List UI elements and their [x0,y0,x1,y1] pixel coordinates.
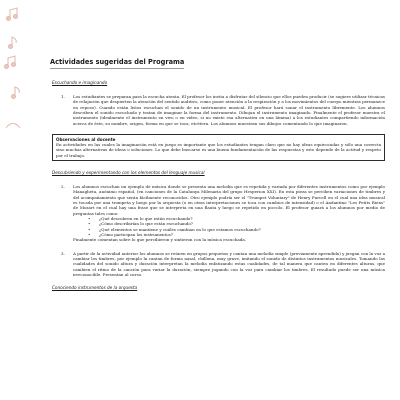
guiding-question: • ¿Qué descubren en lo que están escuchando? [99,216,385,221]
music-notes-decoration [0,0,30,400]
section-heading-descubriendo: Descubriendo y experimentando con los elementos del lenguaje musical [52,169,205,175]
document-page [40,49,385,299]
activity-text: Los alumnos escuchan un ejemplo de música donde se presenta una melodía que es repetida y variada por diferentes instrumentos como por ejemplo Managheta, anónimo español, (en canciones de la Catalunya Milenaria del grupo Hesperion XXI). En esta pieza se perciben variaciones de timbres y del acompañamiento que serán fácilmente reconocidos. Otro ejemplo podría ser el "Trumpet Voluntary" de Henry Purcell en el cual una idea musical es tocada por una trompeta y luego por la orquesta (o en otras interpretaciones se toca con cambios de intensidad) o el Andantino "Les Petits Riens" de Mozart en el cual hay una frase que se interpreta en una flauta y luego se repetido en piccolo. El profesor guiará a los alumnos por medio de preguntas tales como: [73,183,385,216]
activity-item-2 [61,184,385,243]
activity-text: Los estudiantes se preparan para la escucha atenta. El profesor los invita a disfrutar del silencio que ellos pueden producir (se sugiere utilizar técnicas de relajación que despierten la atención del sentido auditivo, como poner atención a la respiración y a los movimientos del cuerpo mientras permanece en reposo). Cuando están listos escuchan el sonido de un instrumento musical. El profesor hará sonar el instrumento libremente. Los alumnos describen el sonido escuchado y tratan de imaginar la forma del instrumento. Dibujan el instrumento imaginado. Finalmente el profesor muestra el instrumento (idealmente el instrumento en vivo o en video, si no existe esa alternativa en una lámina) a los estudiantes compartiendo información acerca de éste, su nombre, origen, forma en que se toca, etcétera. Los alumnos muestran sus dibujos comentando lo que imaginaron. [73,94,385,126]
activity-number: 3. [61,250,65,256]
guiding-question: • ¿Cómo describirían lo que están escuchando? [99,221,385,226]
activity-item-1 [61,94,385,126]
teacher-observation-box [52,134,385,161]
observation-text: En actividades en las cuales la imaginación está en juego es importante que los estudiantes tengan claro que no hay ideas equivocadas y sólo una correcta sino muchas alternativas de ideas o soluciones. Lo que debe buscarse es una buena fundamentación de las respuestas y esto depende de la actitud y respeto por el trabajo. [56,142,381,158]
section-heading-conociendo: Conociendo instrumentos de la orquesta [52,285,138,291]
section-heading-escuchando: Escuchando e imaginando [52,80,108,85]
observation-heading: Observaciones al docente [56,136,116,142]
activity-text: A partir de la actividad anterior los alumnos se reúnen en grupos pequeños y cantan una melodía simple (previamente aprendida) y juegan con la voz a cambiar los timbres, por ejemplo la cantan de forma nasal, chillona, muy grave, imitando el sonido de distintos instrumentos musicales. Tomando las cualidades del sonido altura y duración interpretan la melodía enfatizando estas cualidades, de tal manera que canten en diferentes alturas, que cambien el ritmo de la canción para variar la duración, siempre jugando con la voz para cambiar los timbres. El resultado puede ser una música irreconocible. Presentan al curso. [73,250,385,278]
activity-closing-text: Finalmente comentan sobre lo que percibieron y sintieron con la música escuchada. [73,237,247,243]
activity-item-3 [61,251,385,278]
guiding-question: • ¿Qué elementos se mantiene y cuáles cambian en lo que estamos escuchando? [99,227,385,232]
page-title: Actividades sugeridas del Programa [50,58,185,66]
guiding-question: • ¿Cómo participan los instrumentos? [99,232,385,237]
activity-number: 1. [61,94,65,99]
guiding-questions-list [73,216,385,237]
activity-number: 2. [61,183,65,189]
